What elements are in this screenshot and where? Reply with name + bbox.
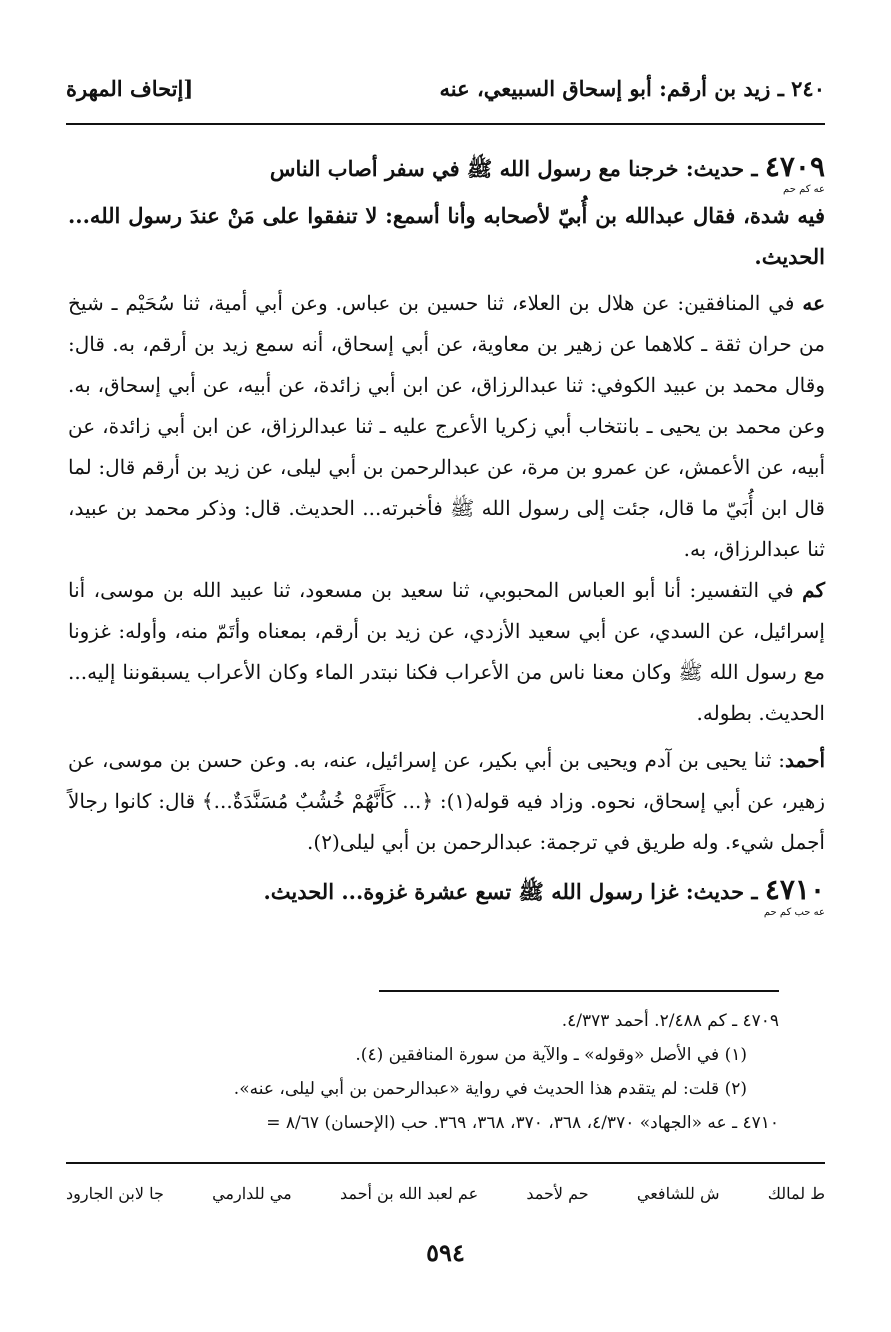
main-text [68,146,825,918]
footnote: (٢) قلت: لم يتقدم هذا الحديث في رواية «عبدالرحمن بن أبي ليلى، عنه». [233,1079,747,1099]
header-chapter-title: ٢٤٠ ـ زيد بن أرقم: أبو إسحاق السبيعي، عنه [439,76,825,101]
key-rule [66,1162,825,1164]
key-item: عم لعبد الله بن أحمد [339,1184,479,1203]
running-header [66,76,825,110]
source-symbol: أحمد [785,748,825,772]
hadith-text: ـ حديث: غزا رسول الله ﷺ تسع عشرة غزوة... الحديث. [263,879,758,904]
hadith-text: ـ حديث: خرجنا مع رسول الله ﷺ في سفر أصاب الناس [269,156,758,181]
hadith-4709-line1 [68,146,825,189]
source-text: : ثنا يحيى بن آدم ويحيى بن أبي بكير، عن إسرائيل، عنه، به. وعن حسن بن موسى، عن زهير، عن أبي إسحاق، نحوه. وزاد فيه قوله(١): ﴿... كَأَنَّهُمْ خُشُبٌ مُسَنَّدَةٌ...﴾ قال: كانوا رجالاً أجمل شيء. وله طريق في ترجمة: عبدالرحمن بن أبي ليلى(٢). [68,748,825,854]
source-symbol: كم [802,578,825,602]
header-rule [66,123,825,125]
hadith-4709 [68,146,825,277]
source-paragraph-ahmad [68,740,825,863]
key-item: ط لمالك [767,1184,825,1203]
footnotes [30,1004,779,1140]
source-text: في التفسير: أنا أبو العباس المحبوبي، ثنا سعيد بن مسعود، ثنا عبيد الله بن موسى، أنا إسرائيل، عن السدي، عن أبي سعيد الأزدي، عن زيد بن أرقم، بمعناه وأتَمّ منه، وأوله: غزونا مع رسول الله ﷺ وكان معنا ناس من الأعراب فكنا نبتدر الماء وكان الأعراب يسبقوننا إليه... الحديث. بطوله. [68,578,825,725]
source-symbol: عه [802,291,826,315]
hadith-sigla: عه حب كم حم [763,907,825,918]
footnote: (١) في الأصل «وقوله» ـ والآية من سورة المنافقين (٤). [355,1045,747,1065]
hadith-number: ٤٧١٠ [764,873,825,906]
abbreviation-key [66,1184,825,1203]
hadith-4710-line [68,869,825,912]
header-book-title: [إتحاف المهرة [66,76,194,101]
footnote-rule [379,990,779,992]
footnote: ٤٧١٠ ـ عه «الجهاد» ٤/٣٧٠، ٣٦٨، ٣٧٠، ٣٦٨، ٣٦٩. حب (الإحسان) ٨/٦٧ = [266,1113,779,1133]
key-item: جا لابن الجارود [66,1184,164,1203]
hadith-4710 [68,869,825,918]
footnote: ٤٧٠٩ ـ كم ٢/٤٨٨. أحمد ٤/٣٧٣. [561,1011,779,1031]
key-item: ش للشافعي [636,1184,720,1203]
hadith-sigla: عه كم حم [783,184,825,195]
key-item: حم لأحمد [526,1184,589,1203]
page-number: ٥٩٤ [426,1238,465,1267]
hadith-4709-line2: فيه شدة، فقال عبدالله بن أُبيّ لأصحابه وأنا أسمع: لا تنفقوا على مَنْ عندَ رسول الله... الحديث. [68,203,825,269]
source-text: في المنافقين: عن هلال بن العلاء، ثنا حسين بن عباس. وعن أبي أمية، ثنا سُحَيْم ـ شيخ من حران ثقة ـ كلاهما عن زهير بن معاوية، عن أبي إسحاق، أنه سمع زيد بن أرقم، به. قال: وقال محمد بن عبيد الكوفي: ثنا عبدالرزاق، عن ابن أبي زائدة، عن أبيه، عن أبي إسحاق، به. وعن محمد بن يحيى ـ بانتخاب أبي زكريا الأعرج عليه ـ ثنا عبدالرزاق، عن ابن أبي زائدة، عن أبيه، عن الأعمش، عن عمرو بن مرة، عن عبدالرحمن بن أبي ليلى، عن زيد بن أرقم قال: لما قال ابن أُبَيّ ما قال، جئت إلى رسول الله ﷺ فأخبرته... الحديث. قال: وذكر محمد بن عبيد، ثنا عبدالرزاق، به. [68,291,825,561]
key-item: مي للدارمي [212,1184,292,1203]
source-paragraph-ibn-awana [68,283,825,570]
hadith-number: ٤٧٠٩ [764,150,825,183]
source-paragraph-hakim [68,570,825,734]
